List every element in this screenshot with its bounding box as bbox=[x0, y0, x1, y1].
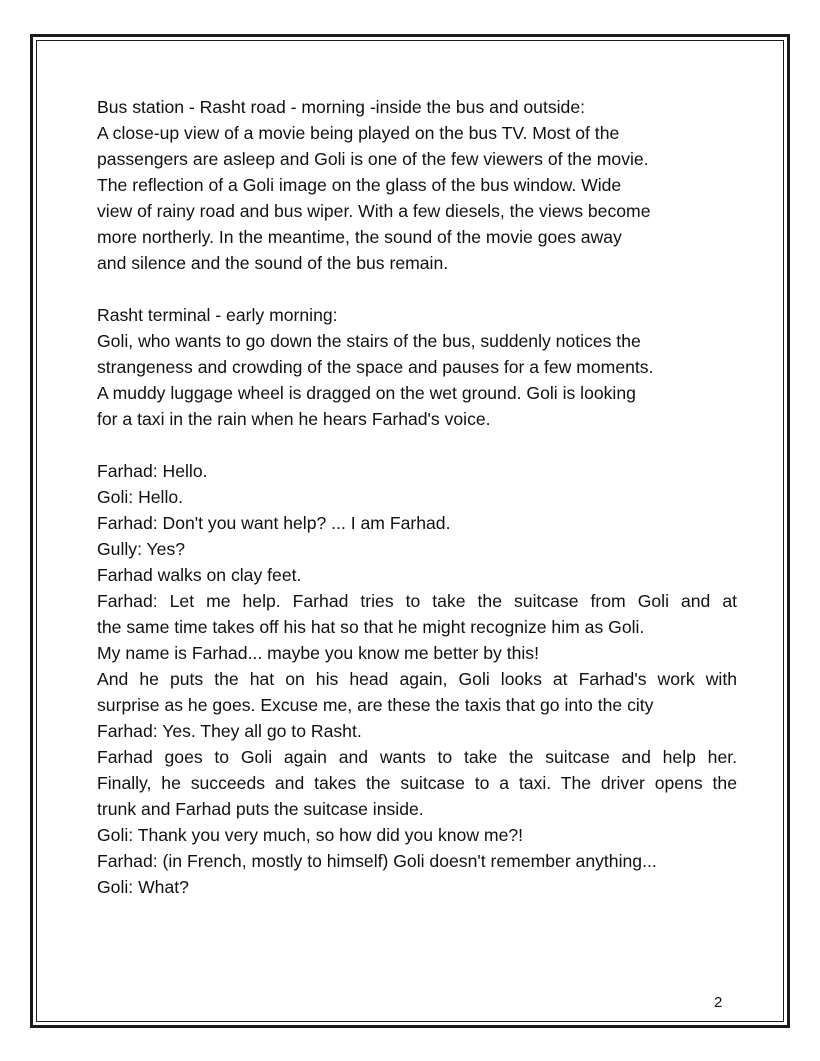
dialogue-line: Farhad: Hello. bbox=[97, 461, 208, 481]
text-line: and silence and the sound of the bus remain. bbox=[97, 253, 449, 273]
dialogue-line: Goli: Hello. bbox=[97, 487, 184, 507]
text-line: passengers are asleep and Goli is one of the few viewers of the movie. bbox=[97, 149, 649, 169]
scene-heading: Rasht terminal - early morning: bbox=[97, 305, 338, 325]
dialogue-line: Farhad goes to Goli again and wants to take the suitcase and help her. bbox=[97, 747, 737, 767]
dialogue-line: My name is Farhad... maybe you know me better by this! bbox=[97, 643, 539, 663]
scene-heading: Bus station - Rasht road - morning -inside the bus and outside: bbox=[97, 97, 586, 117]
scene-rasht-terminal bbox=[97, 302, 737, 432]
page-number: 2 bbox=[714, 994, 723, 1011]
document-body bbox=[97, 94, 737, 900]
dialogue-line: Finally, he succeeds and takes the suitcase to a taxi. The driver opens the bbox=[97, 773, 737, 793]
text-line: The reflection of a Goli image on the glass of the bus window. Wide bbox=[97, 175, 622, 195]
text-line: Goli, who wants to go down the stairs of the bus, suddenly notices the bbox=[97, 331, 641, 351]
dialogue-block bbox=[97, 458, 737, 900]
text-line: for a taxi in the rain when he hears Farhad's voice. bbox=[97, 409, 491, 429]
dialogue-line: Farhad: Yes. They all go to Rasht. bbox=[97, 721, 362, 741]
dialogue-line: Farhad: Don't you want help? ... I am Farhad. bbox=[97, 513, 451, 533]
dialogue-line: Goli: Thank you very much, so how did you know me?! bbox=[97, 825, 524, 845]
dialogue-line: Farhad walks on clay feet. bbox=[97, 565, 302, 585]
dialogue-line: surprise as he goes. Excuse me, are these the taxis that go into the city bbox=[97, 695, 654, 715]
dialogue-line: the same time takes off his hat so that he might recognize him as Goli. bbox=[97, 617, 645, 637]
text-line: A muddy luggage wheel is dragged on the wet ground. Goli is looking bbox=[97, 383, 636, 403]
dialogue-line: Farhad: (in French, mostly to himself) Goli doesn't remember anything... bbox=[97, 851, 657, 871]
scene-bus-station bbox=[97, 94, 737, 276]
text-line: more northerly. In the meantime, the sound of the movie goes away bbox=[97, 227, 622, 247]
text-line: strangeness and crowding of the space and pauses for a few moments. bbox=[97, 357, 654, 377]
dialogue-line: And he puts the hat on his head again, Goli looks at Farhad's work with bbox=[97, 669, 737, 689]
dialogue-line: Gully: Yes? bbox=[97, 539, 186, 559]
text-line: A close-up view of a movie being played on the bus TV. Most of the bbox=[97, 123, 620, 143]
dialogue-line: trunk and Farhad puts the suitcase inside. bbox=[97, 799, 424, 819]
text-line: view of rainy road and bus wiper. With a few diesels, the views become bbox=[97, 201, 651, 221]
dialogue-line: Farhad: Let me help. Farhad tries to take the suitcase from Goli and at bbox=[97, 591, 737, 611]
dialogue-line: Goli: What? bbox=[97, 877, 189, 897]
